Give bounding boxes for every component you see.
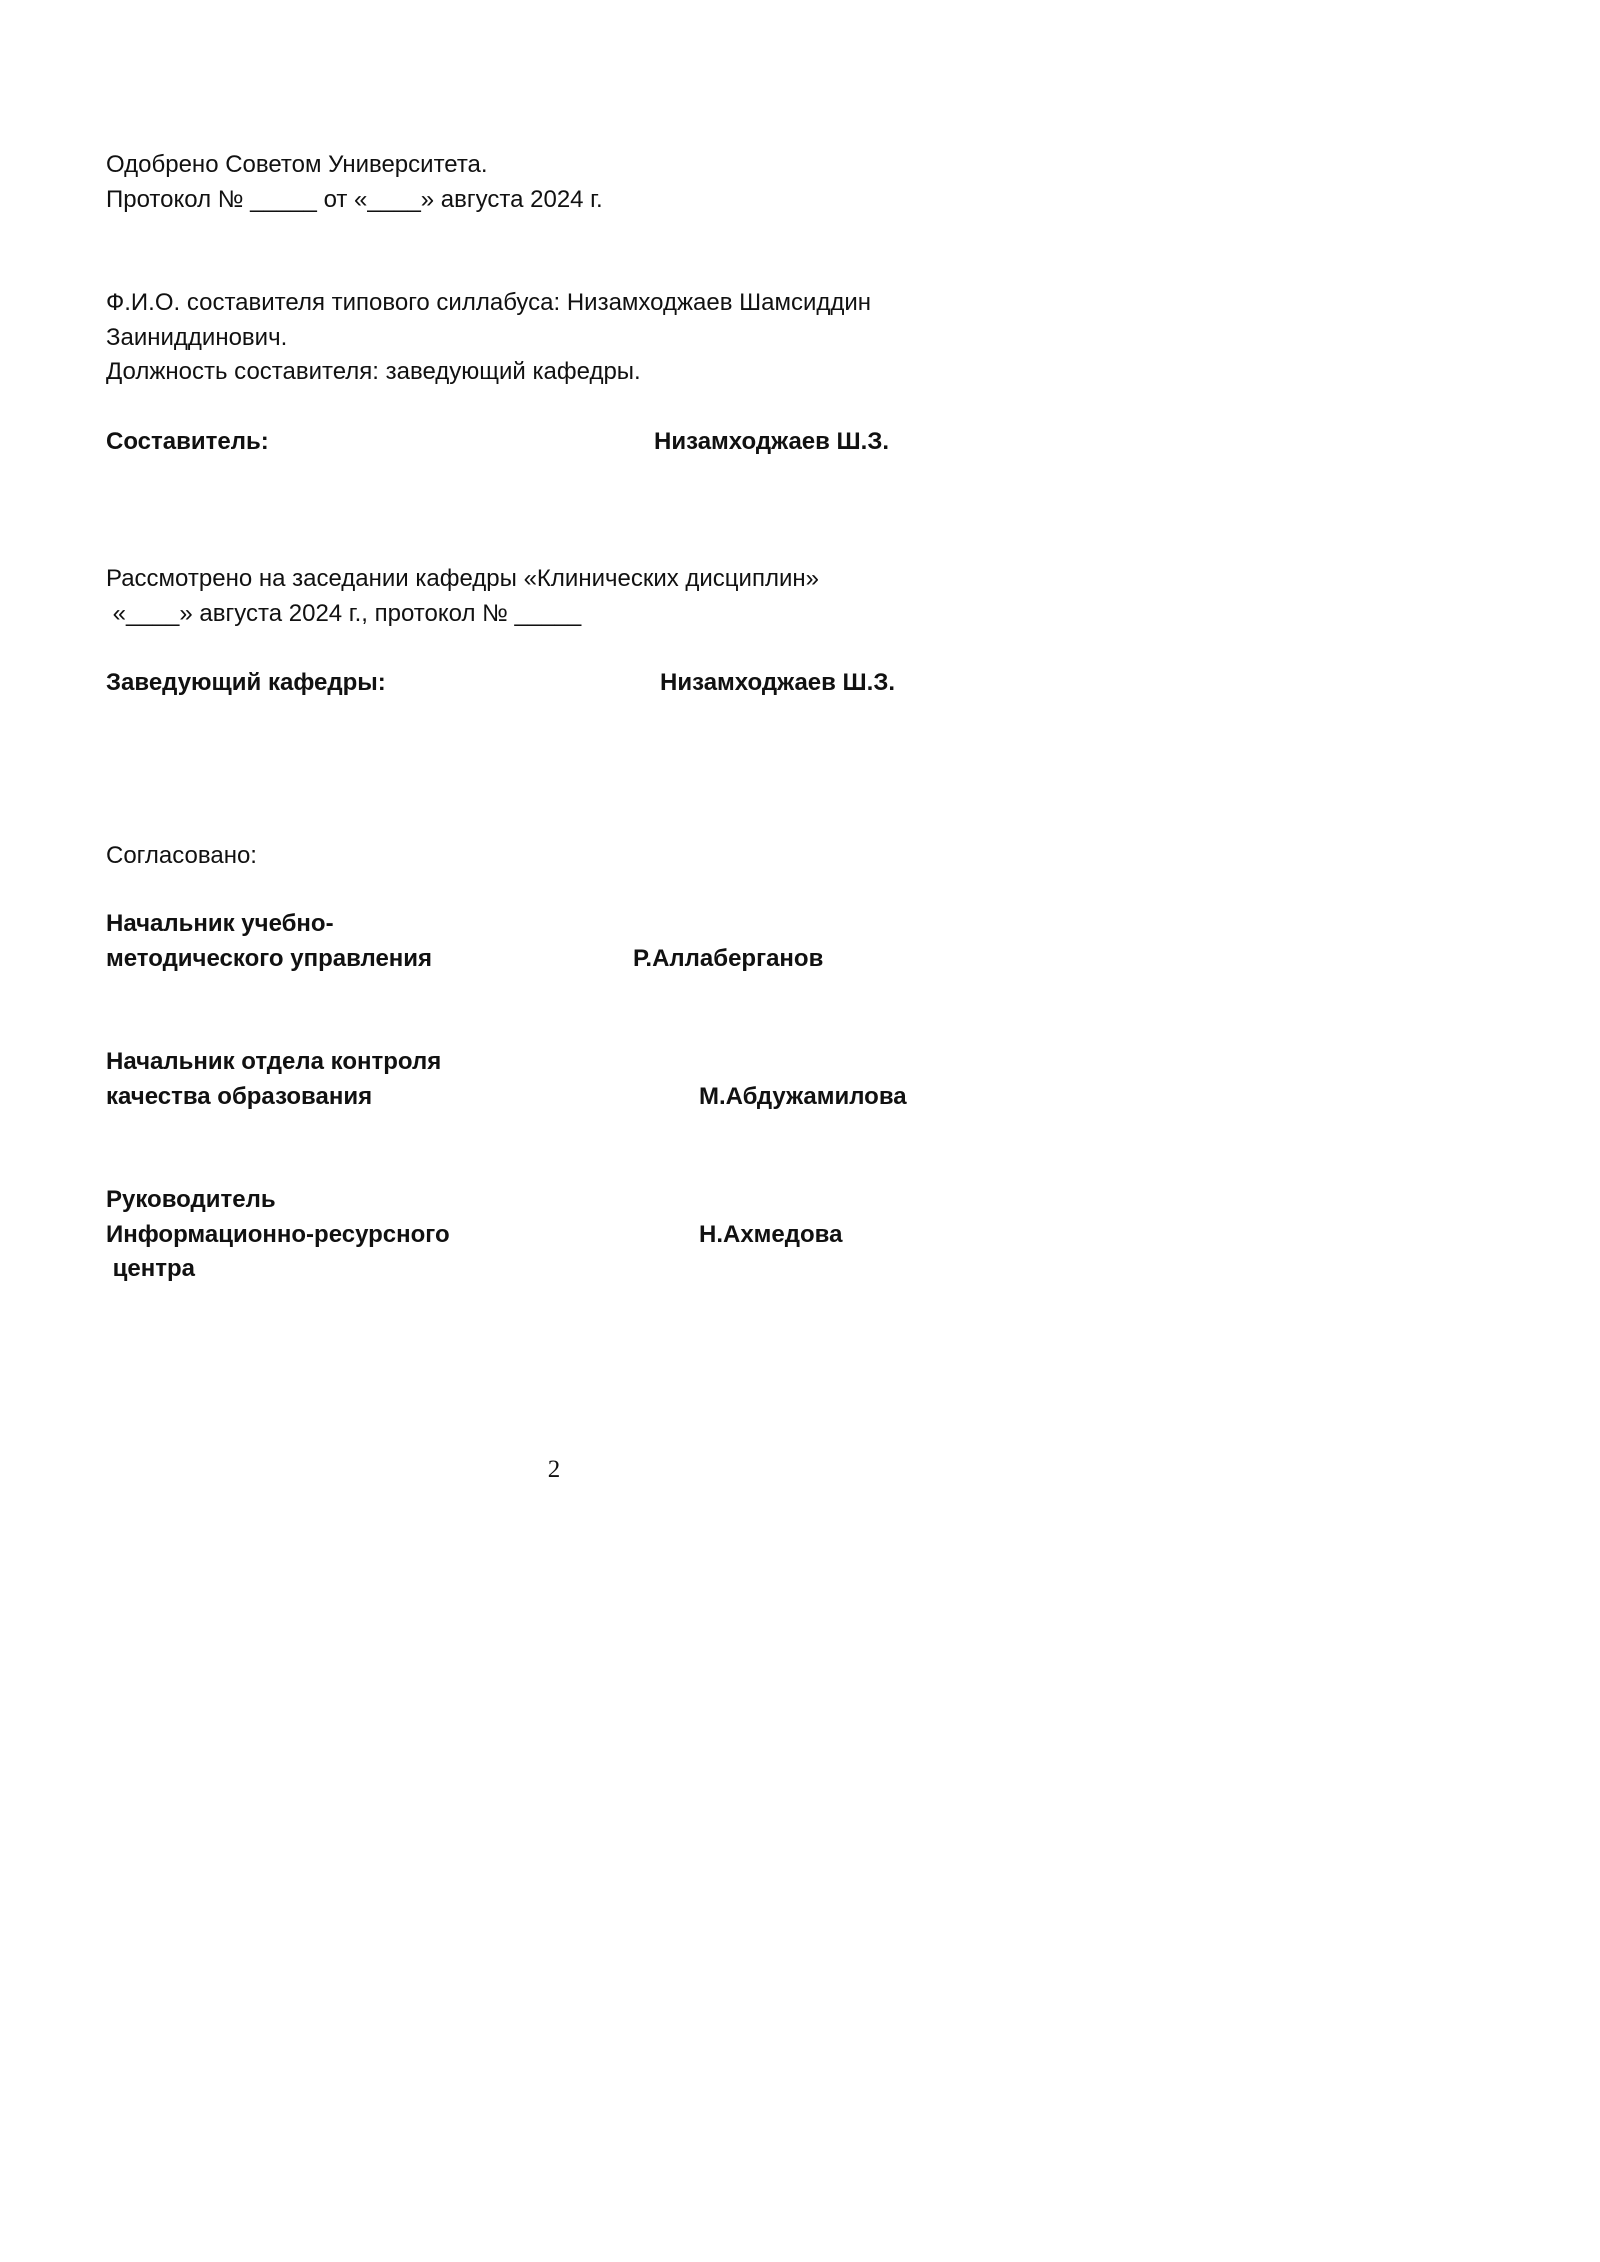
signatory-title-line: Начальник отдела контроля [106,1048,442,1075]
signatory-name: Н.Ахмедова [699,1220,843,1248]
signatory-title-line: Руководитель [106,1186,276,1213]
signatory-title-line: Начальник учебно- [106,910,334,937]
compiler-name-line: Ф.И.О. составителя типового силлабуса: Низамходжаев Шамсиддин [106,289,872,316]
agreed-label: Согласовано: [106,842,257,869]
compiler-signature-name: Низамходжаев Ш.З. [654,428,890,455]
signatory-title-line: качества образования [106,1082,373,1110]
signatory-name: Р.Аллаберганов [633,944,824,972]
compiler-label [106,425,269,460]
compiler-label-text: Составитель: [106,428,269,455]
department-review-date-line: «____» августа 2024 г., протокол № _____ [106,599,582,627]
page-number: 2 [547,1456,561,1483]
head-signature-name: Низамходжаев Ш.З. [660,669,896,696]
signatory-title-line: Информационно-ресурсного [106,1220,450,1248]
signatory-title-line: методического управления [106,944,433,972]
compiler-info-block [106,286,871,390]
signatory-title [106,907,432,976]
compiler-position-line: Должность составителя: заведующий кафедры. [106,358,641,385]
signatory-title [106,1183,450,1287]
protocol-line: Протокол № _____ от «____» августа 2024 г. [106,185,603,213]
department-review-block [106,562,819,631]
signatory-name: М.Абдужамилова [699,1082,907,1110]
signatory-title-line: центра [106,1255,196,1282]
approval-block [106,148,603,217]
head-label [106,666,386,701]
signatory-title [106,1045,441,1114]
compiler-name-continuation: Заиниддинович. [106,323,288,351]
department-review-line: Рассмотрено на заседании кафедры «Клинических дисциплин» [106,565,819,592]
approval-line: Одобрено Советом Университета. [106,151,488,178]
head-label-text: Заведующий кафедры: [106,669,386,696]
